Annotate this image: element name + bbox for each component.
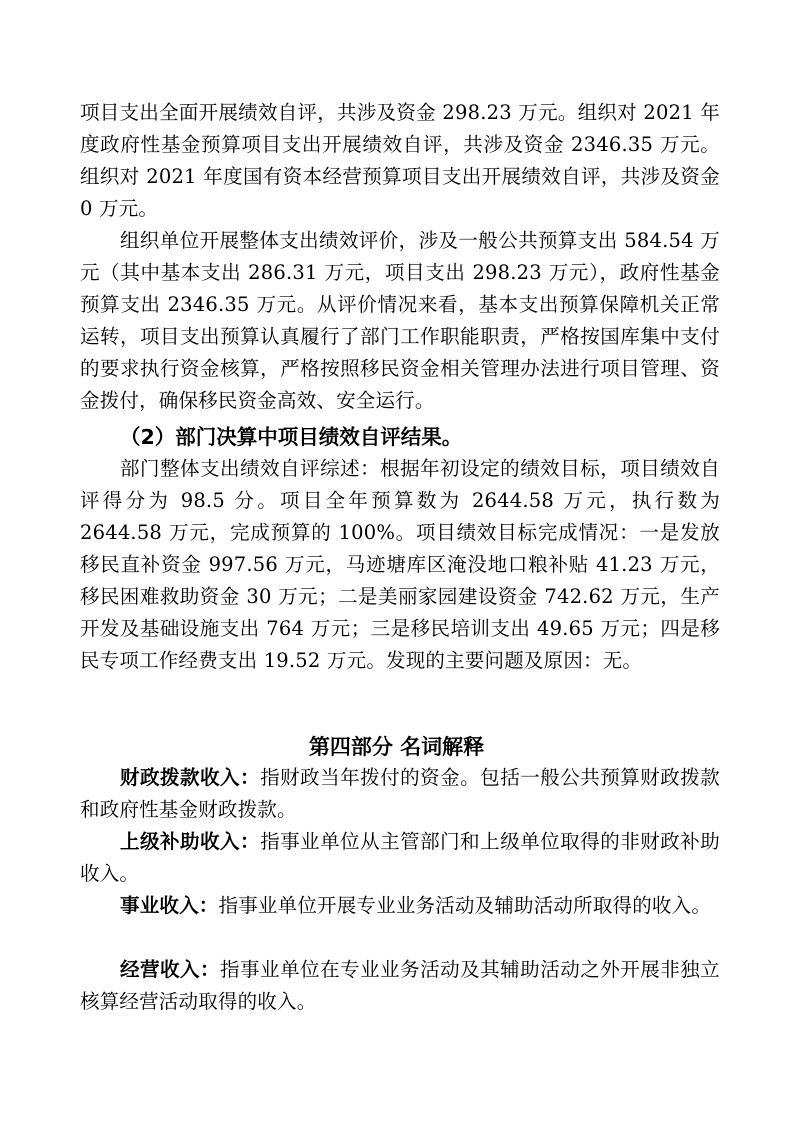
definition-term: 财政拨款收入： <box>120 766 261 789</box>
paragraph-overall-evaluation: 组织单位开展整体支出绩效评价，涉及一般公共预算支出 584.54 万元（其中基本支出 286.31 万元，项目支出 298.23 万元），政府性基金预算支出 2346.35 万元。从评价情况来看，基本支出预算保障机关正常运转，项目支出预算认真履行了部门工作职能职责，严格按国库集中支付的要求执行资金核算，严格按照移民资金相关管理办法进行项目管理、资金拨付，确保移民资金高效、安全运行。 <box>80 229 720 412</box>
definition-item <box>80 762 720 826</box>
definition-item <box>80 890 720 922</box>
definition-term: 事业收入： <box>120 894 219 917</box>
definition-text: 指事业单位在专业业务活动及其辅助活动之外开展非独立核算经营活动取得的收入。 <box>80 958 720 1013</box>
definition-item <box>80 826 720 890</box>
paragraph-project-self-evaluation: 项目支出全面开展绩效自评，共涉及资金 298.23 万元。组织对 2021 年度政府性基金预算项目支出开展绩效自评，共涉及资金 2346.35 万元。组织对 2021 年度国有资本经营预算项目支出开展绩效自评，共涉及资金 0 万元。 <box>80 101 720 220</box>
definition-item <box>80 954 720 1018</box>
subheading-project-results: （2）部门决算中项目绩效自评结果。 <box>120 425 463 449</box>
definition-text: 指事业单位开展专业业务活动及辅助活动所取得的收入。 <box>218 894 712 917</box>
definition-text: 指财政当年拨付的资金。包括一般公共预算财政拨款和政府性基金财政拨款。 <box>80 766 720 821</box>
definition-term: 经营收入： <box>120 958 221 981</box>
section-title: 第四部分 名词解释 <box>308 735 485 759</box>
definition-term: 上级补助收入： <box>120 830 261 853</box>
definition-text: 指事业单位从主管部门和上级单位取得的非财政补助收入。 <box>80 830 720 885</box>
paragraph-self-evaluation-summary: 部门整体支出绩效自评综述：根据年初设定的绩效目标，项目绩效自评得分为 98.5 分。项目全年预算数为 2644.58 万元，执行数为 2644.58 万元，完成预算的 100%。项目绩效目标完成情况：一是发放移民直补资金 997.56 万元，马迹塘库区淹没地口粮补贴 41.23 万元，移民困难救助资金 30 万元；二是美丽家园建设资金 742.62 万元，生产开发及基础设施支出 764 万元；三是移民培训支出 49.65 万元；四是移民专项工作经费支出 19.52 万元。发现的主要问题及原因：无。 <box>80 457 720 672</box>
